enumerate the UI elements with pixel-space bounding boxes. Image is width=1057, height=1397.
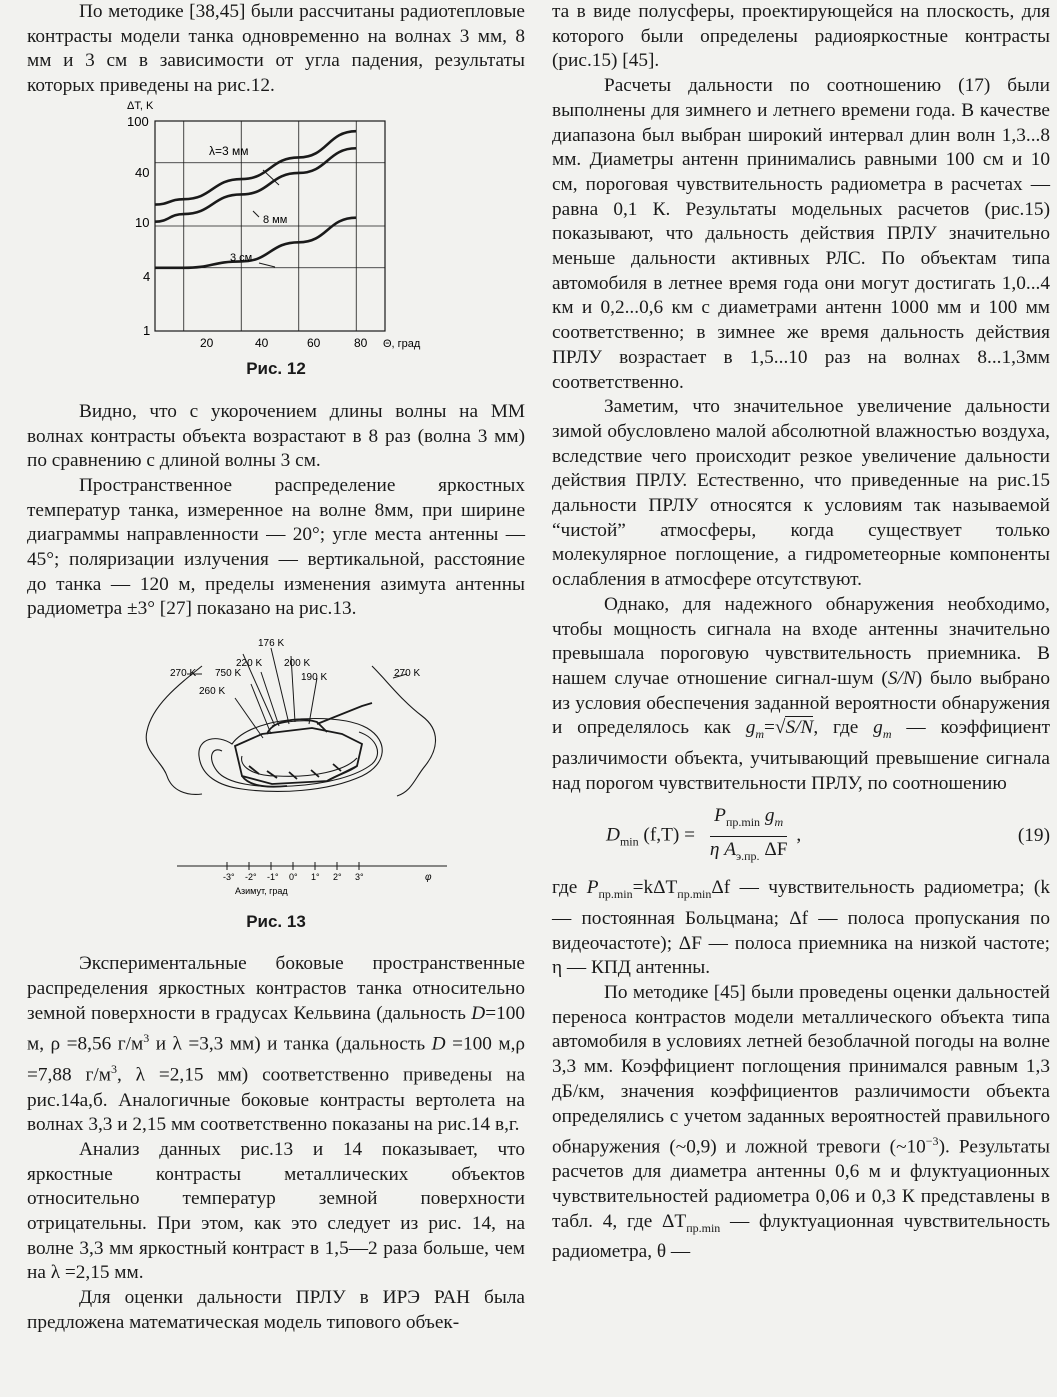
fig13-axis-label: Азимут, град	[235, 886, 288, 897]
fig12-ytick: 1	[143, 322, 151, 338]
fig13-axis-tick: 3°	[355, 872, 364, 883]
fig12-chart	[27, 99, 525, 353]
fig12-series-line	[155, 148, 356, 221]
fig13-temp-label: 200 K	[284, 658, 311, 670]
fig13-temp-label: 190 K	[301, 672, 328, 684]
fig12-series-label: 3 см	[230, 251, 253, 264]
paragraph: По методике [45] были проведены оценки дальностей переноса контрастов модели металлического объекта типа автомобиля в условиях летней безоблачной погоды на волне 3,3 мм. Коэффициент поглощения принимался равным 1,3 дБ/км, значения коэффициентов различимости объекта определялись с учетом заданных вероятностей правильного обнаружения (~0,9) и ложной тревоги $(\sim 10^{-3})$. Результаты расчетов для диаметра антенны 0,6 м и флуктуационных чувствительностей радиометра 0,06 и 0,3 К представлены в табл. 4, где $\Delta T_{пр.min}$ — флуктуационная чувствительность радиометра, θ —	[552, 982, 1050, 1263]
fig12-ytick: 10	[135, 214, 150, 230]
paragraph: Пространственное распределение яркостных температур танка, измеренное на волне 8мм, при ширине диаграммы направленности — 20°; угле места антенны — 45°; поляризации излучения — вертикальной, расстояние до танка — 120 м, пределы изменения азимута антенны радиометра ±3° [27] показано на рис.13.	[27, 474, 525, 620]
paragraph: Анализ данных рис.13 и 14 показывает, что яркостные контрасты металлических объектов относительно температур земной поверхности отрицательны. При этом, как это следует из рис. 14, на волне 3,3 мм яркостный контраст в 1,5—2 раза больше, чем на λ =2,15 мм.	[27, 1138, 525, 1284]
fig13-axis-tick: -2°	[245, 872, 257, 883]
fig13-axis-tick: 1°	[311, 872, 320, 883]
fig13-axis-tick: -3°	[223, 872, 235, 883]
fig13-axis-tick: φ	[425, 872, 432, 884]
figure-caption: Рис. 13	[246, 911, 306, 931]
paragraph: Расчеты дальности по соотношению (17) были выполнены для зимнего и летнего времени года. В качестве диапазона был выбран широкий интервал длин волн 1,3...8 мм. Диаметры антенн принимались равными 100 см и 10 см, пороговая чувствительность радиометра в расчетах — равна 0,1 К. Результаты модельных расчетов (рис.15) показывают, что дальность действия ПРЛУ значительно меньше дальности активных РЛС. По объектам типа автомобиля в летнее время года они могут достигать 1,0...4 км и 0,2...0,6 км с диаметрами антенн 1000 мм и 100 мм соответственно; в зимнее же время дальность действия ПРЛУ возрастает в 1,5...10 раз на волнах 8...1,3мм соответственно.	[552, 75, 1050, 393]
fig13-temp-label: 750 K	[215, 668, 242, 680]
fig13-axis-tick: 0°	[289, 872, 298, 883]
paragraph: Видно, что с укорочением длины волны на ММ волнах контрасты объекта возрастают в 8 раз (волна 3 мм) по сравнению с длиной волны 3 см.	[27, 400, 525, 472]
fig12-ylabel: ΔT, K	[127, 99, 154, 112]
paragraph: Однако, для надежного обнаружения необходимо, чтобы мощность сигнала на входе антенны значительно превышала пороговую чувствительность приемника. В нашем случае отношение сигнал-шум (S/N) было выбрано из условия обеспечения заданной вероятности обнаружения и определялось как $g_m=√S/N$, где $g_m$ — коэффициент различимости объекта, учитывающий превышение сигнала над порогом чувствительности ПРЛУ, по соотношению	[552, 593, 1051, 794]
figure-caption: Рис. 12	[246, 358, 306, 378]
fig13-temp-label: 220 K	[236, 658, 263, 670]
fig12-xlabel: Θ, град	[383, 337, 421, 350]
equation-body: $D_{min}$ (f,T) = $\frac{P_{пр.min} g_m}{\eta A_{э.пр.} \Delta F}$ ,	[606, 805, 802, 863]
fig12-series-label: λ=3 мм	[209, 143, 249, 158]
paragraph: По методике [38,45] были рассчитаны радиотепловые контрасты модели танка одновременно на волнах 3 мм, 8 мм и 3 см в зависимости от угла падения, результаты которых приведены на рис.12.	[27, 1, 525, 97]
equation-19	[552, 796, 1050, 876]
fig12-ytick: 4	[143, 268, 151, 284]
fig12-xtick: 20	[200, 335, 214, 350]
figure-13	[27, 626, 525, 932]
right-column	[552, 0, 1050, 1265]
paragraph: где $P_{пр.min}=k\Delta T_{пр.min}\Delta f$ — чувствительность радиометра; (k — постоянная Больцмана; Δf — полоса пропускания по видеочастоте); ΔF — полоса приемника на низкой частоте; η — КПД антенны.	[552, 877, 1050, 979]
paragraph: Заметим, что значительное увеличение дальности зимой обусловлено малой абсолютной влажностью воздуха, вследствие чего происходит резкое увеличение дальности действия ПРЛУ. Естественно, что приведенные на рис.15 дальности ПРЛУ относятся к условиям так называемой “чистой” атмосферы, когда существует только молекулярное поглощение, а гидрометеорные компоненты ослабления в атмосфере отсутствуют.	[552, 396, 1050, 591]
fig13-temp-label: 260 K	[199, 686, 226, 698]
paragraph: Для оценки дальности ПРЛУ в ИРЭ РАН была предложена математическая модель типового объек-	[27, 1287, 525, 1333]
fig13-temp-label: 176 K	[258, 638, 285, 650]
paragraph: Экспериментальные боковые пространственные распределения яркостных контрастов танка относительно земной поверхности в градусах Кельвина (дальность D=100 м, ρ =8,56 $г/м^3$ и λ =3,3 мм) и танка (дальность D =100 м,ρ =7,88 $г/м^3$, λ =2,15 мм) соответственно приведены на рис.14а,б. Аналогичные боковые контрасты вертолета на волнах 3,3 и 2,15 мм соответственно показаны на рис.14 в,г.	[27, 953, 526, 1136]
fig12-xtick: 60	[307, 335, 321, 350]
fig13-temp-label: 270 K	[394, 668, 421, 680]
equation-number: (19)	[1017, 825, 1050, 846]
figure-12	[27, 99, 525, 377]
fig13-temp-label: 270 K	[170, 668, 197, 680]
fig13-axis-tick: -1°	[267, 872, 279, 883]
fig12-series-line	[155, 131, 356, 204]
left-column	[27, 0, 525, 1336]
fig12-ytick: 40	[135, 164, 150, 180]
fig12-series-line	[155, 217, 356, 267]
fig13-drawing	[27, 626, 525, 908]
fig12-xtick: 80	[354, 335, 368, 350]
paragraph: та в виде полусферы, проектирующейся на плоскость, для которого были определены радиояркостные контрасты (рис.15) [45].	[552, 1, 1050, 72]
fig12-xtick: 40	[255, 335, 269, 350]
fig12-series-label: 8 мм	[263, 213, 288, 226]
fig13-axis-tick: 2°	[333, 872, 342, 883]
fig12-ytick: 100	[127, 113, 149, 129]
